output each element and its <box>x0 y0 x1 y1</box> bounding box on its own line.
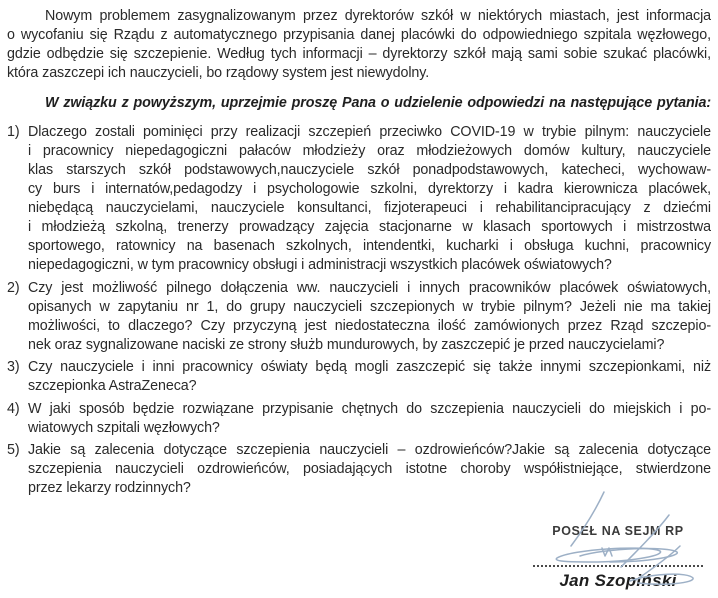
text-line: szczepionka AstraZeneca? <box>28 378 197 394</box>
intro-paragraph <box>7 7 711 83</box>
text-line: o wycofaniu się Rządu z automatycznego przypisania danej placówki do odpowiedniego szpitala węzłowego, <box>7 27 711 43</box>
text-line: gdzie odbędzie się szczepienie. Według tych informacji – dyrektorzy szkół mają sami sobie szukać placówki, <box>7 46 711 62</box>
signature-role: POSEŁ NA SEJM RP <box>552 524 684 538</box>
text-line: która zaszczepi ich nauczycieli, bo rządowy system jest niewydolny. <box>7 65 430 81</box>
question-item <box>7 441 711 498</box>
text-line: niepedagogiczni, w tym pracownicy obsługi i administracji wszystkich placówek oświatowych? <box>28 257 612 273</box>
text-line: możliwości, to dlaczego? Czy przyczyną jest niedostateczna ilość zamówionych przez Rząd szczepio- <box>28 317 711 334</box>
text-line: przez lekarzy rodzinnych? <box>28 480 191 496</box>
text-line: wiatowych szpitali węzłowych? <box>28 419 220 436</box>
question-number: 2) <box>7 279 20 296</box>
question-item <box>7 400 711 438</box>
request-line: W związku z powyższym, uprzejmie proszę Pana o udzielenie odpowiedzi na następujące pytania: <box>45 95 711 111</box>
question-number: 4) <box>7 400 20 417</box>
text-line: W jaki sposób będzie rozwiązane przypisanie chętnych do szczepienia nauczycieli do miejskich i po- <box>28 400 711 417</box>
text-line: klas starszych szkół podstawowych,nauczyciele szkół ponadpodstawowych, katecheci, wychowaw- <box>28 162 711 178</box>
signature-name: Jan Szopiński <box>559 571 677 590</box>
question-number: 3) <box>7 359 20 375</box>
question-item <box>7 358 711 396</box>
question-item <box>7 279 711 355</box>
text-line: szczepienia nauczycieli ozdrowieńców, posiadających istotne choroby współistniejące, stwierdzone <box>28 461 711 477</box>
question-number: 5) <box>7 442 20 458</box>
text-line: niebędącą nauczycielami, nauczyciele konsultanci, fizjoterapeuci i rehabilitancipracujący z dziećmi <box>28 200 711 216</box>
question-number: 1) <box>7 124 20 140</box>
text-line: i młodzieżą szkolną, trenerzy prowadzący zajęcia stacjonarne w klasach sportowych i mistrzostwa <box>28 219 711 235</box>
question-item <box>7 123 711 275</box>
text-line: cy burs i internatów,pedagodzy i psychologowie szkolni, dyrektorzy i kadra kierownicza placówek, <box>28 181 711 197</box>
text-line: opisanych w zapytaniu nr 1, do grupy nauczycieli szczepionych w trybie pilnym? Jeżeli nie ma takiej <box>28 298 711 315</box>
signature-dotted-line <box>533 565 703 567</box>
text-line: Jakie są zalecenia dotyczące szczepienia nauczycieli – ozdrowieńców?Jakie są zalecenia dotyczące <box>28 442 711 458</box>
signature-block <box>533 524 703 590</box>
text-line: i pracownicy niepedagogiczni pałaców młodzieży oraz młodzieżowych domów kultury, nauczyciele <box>28 143 711 159</box>
text-line: Czy jest możliwość pilnego dołączenia ww. nauczycieli i innych pracowników placówek oświatowych, <box>28 279 711 296</box>
text-line: Czy nauczyciele i inni pracownicy oświaty będą mogli zaszczepić się także innymi szczepionkami, niż <box>28 359 711 375</box>
text-line: Dlaczego zostali pominięci przy realizacji szczepień przeciwko COVID-19 w trybie pilnym: nauczyciele <box>28 124 711 140</box>
text-line: nek oraz sygnalizowane naciski ze strony służb mundurowych, by zaszczepić je przed nauczycielami? <box>28 336 665 353</box>
questions-list <box>7 123 711 498</box>
text-line: Nowym problemem zasygnalizowanym przez dyrektorów szkół w niektórych miastach, jest informacja <box>45 8 711 24</box>
text-line: sportowego, ratownicy na basenach szkolnych, intendentki, kucharki i obsługa kuchni, pracownicy <box>28 238 711 254</box>
